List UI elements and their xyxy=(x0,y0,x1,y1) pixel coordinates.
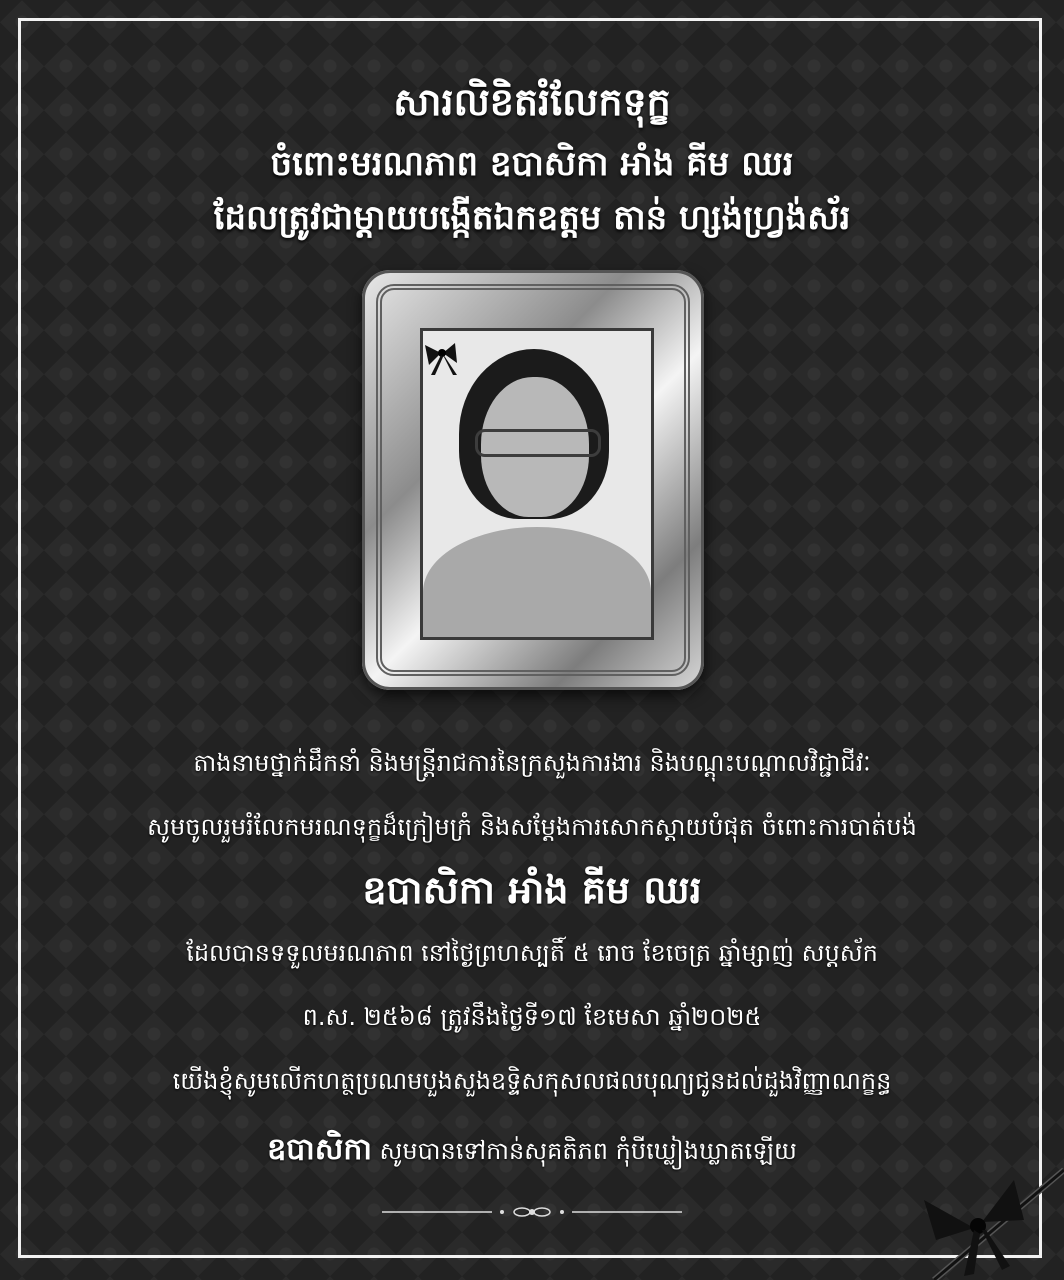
body-line-2: សូមចូលរួមរំលែកមរណទុក្ខដ៏ក្រៀមក្រំ និងសម្តែងការសោកស្តាយបំផុត ចំពោះការបាត់បង់ xyxy=(147,813,917,841)
heading-title: សារលិខិតរំលែកទុក្ខ xyxy=(393,80,671,124)
ornamental-divider-icon xyxy=(382,1206,682,1218)
corner-ribbon-icon xyxy=(854,1080,1064,1280)
body-line-1: តាងនាមថ្នាក់ដឹកនាំ និងមន្ត្រីរាជការនៃក្រសួងការងារ និងបណ្តុះបណ្តាលវិជ្ជាជីវៈ xyxy=(193,749,871,777)
heading-subtitle: ចំពោះមរណភាព ឧបាសិកា អាំង គីម ឈរ xyxy=(270,144,794,184)
portrait-frame xyxy=(362,270,704,690)
body-line-6: យើងខ្ញុំសូមលើកហត្ថប្រណមបួងសួងឧទ្ទិសកុសលផលបុណ្យជូនដល់ដួងវិញ្ញាណក្ខន្ធ xyxy=(172,1067,892,1095)
body-line-7-bold: ឧបាសិកា xyxy=(267,1132,372,1167)
mourning-ribbon-icon xyxy=(423,331,469,377)
body-line-7-rest: សូមបានទៅកាន់សុគតិភព កុំបីឃ្លៀងឃ្លាតឡើយ xyxy=(371,1137,797,1165)
deceased-name: ឧបាសិកា អាំង គីម ឈរ xyxy=(362,868,702,912)
body-line-5: ព.ស. ២៥៦៨ ត្រូវនឹងថ្ងៃទី១៧ ខែមេសា ឆ្នាំ២០២៥ xyxy=(302,1003,762,1031)
heading-relation: ដែលត្រូវជាម្តាយបង្កើតឯកឧត្តម តាន់ ហ្សង់ហ្វ្រង់ស័រ xyxy=(213,198,851,238)
body-line-4: ដែលបានទទួលមរណភាព នៅថ្ងៃព្រហស្បតិ៍ ៥ រោច ខែចេត្រ ឆ្នាំម្សាញ់ សប្តស័ក xyxy=(186,939,878,967)
portrait-photo xyxy=(420,328,654,640)
